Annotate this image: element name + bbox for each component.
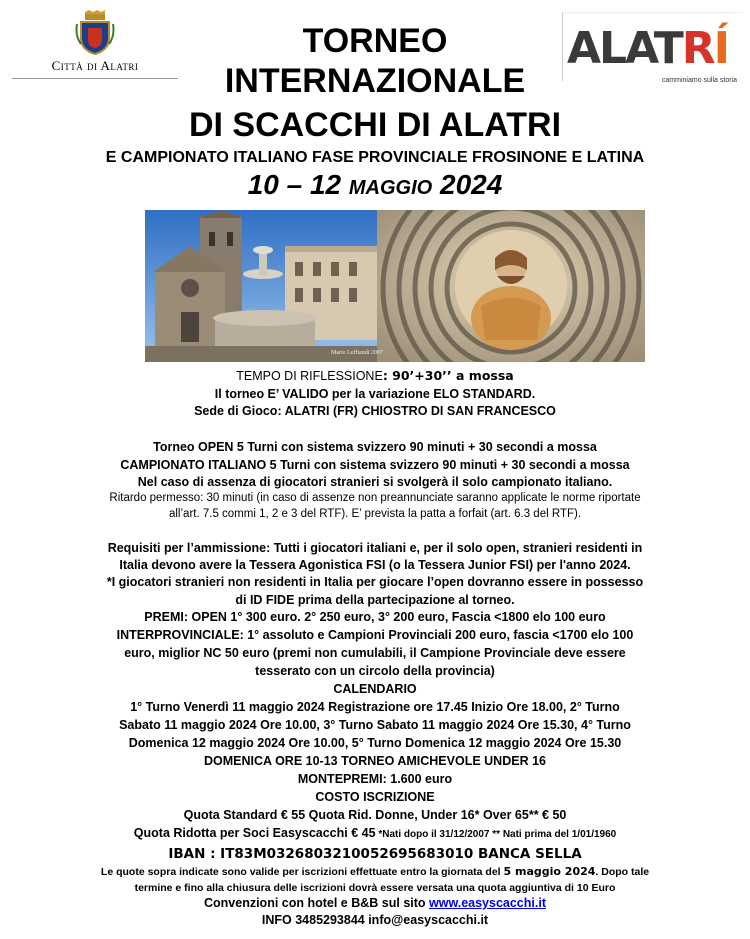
elo-validity: Il torneo E’ VALIDO per la variazione ELO STANDARD. — [214, 387, 536, 401]
quote-validity-line-2: termine e fino alla chiusura delle iscrizioni dovrà essere versata una quota aggiuntiva di 10 Euro — [134, 882, 616, 894]
requisiti-line-4: di ID FIDE prima della partecipazione al torneo. — [235, 593, 515, 607]
costo-heading: COSTO ISCRIZIONE — [315, 790, 435, 804]
stranieri-note: Nel caso di assenza di giocatori stranieri si svolgerà il solo campionato italiano. — [137, 475, 613, 489]
quota-ridotta-note: *Nati dopo il 31/12/2007 ** Nati prima del 1/01/1960 — [375, 829, 617, 840]
date-month: MAGGIO — [348, 177, 433, 199]
quote-validity-text: Le quote sopra indicate sono valide per iscrizioni effettuate entro la giornata del — [100, 866, 504, 878]
open-rounds: Torneo OPEN 5 Turni con sistema svizzero 90 minuti + 30 secondi a mossa — [153, 440, 597, 454]
premi-line-1: PREMI: OPEN 1° 300 euro. 2° 250 euro, 3° 200 euro, Fascia <1800 elo 100 euro — [144, 610, 606, 624]
calendario-line-2: Sabato 11 maggio 2024 Ore 10.00, 3° Turno Sabato 11 maggio 2024 Ore 15.30, 4° Turno — [119, 718, 631, 732]
tempo-label: TEMPO DI RIFLESSIONE — [236, 369, 383, 383]
quota-ridotta-label: Quota Ridotta per Soci Easyscacchi € 45 — [133, 826, 376, 840]
tempo-value: : 90’+30’’ a mossa — [382, 368, 514, 383]
title-line-2: INTERNAZIONALE — [224, 62, 526, 100]
premi-line-3: euro, miglior NC 50 euro (premi non cumulabili, il Campione Provinciale deve essere — [124, 646, 626, 660]
date-year: 2024 — [440, 169, 503, 200]
under16-tournament: DOMENICA ORE 10-13 TORNEO AMICHEVOLE UNDER 16 — [204, 754, 546, 768]
convenzioni — [0, 895, 750, 911]
brand-logo-word: ALATRÍ — [567, 23, 729, 74]
requisiti-line-3: *I giocatori stranieri non residenti in Italia per giocare l’open dovranno essere in possesso — [106, 575, 644, 589]
city-logo-label: Città di Alatri — [51, 58, 139, 73]
calendario-line-1: 1° Turno Venerdì 11 maggio 2024 Registrazione ore 17.45 Inizio Ore 18.00, 2° Turno — [130, 700, 620, 714]
brand-logo-tagline: camminiamo sulla storia — [661, 77, 737, 84]
iban: IBAN : IT83M0326803210052695683010 BANCA SELLA — [168, 846, 582, 862]
alatri-photo-collage — [145, 210, 645, 362]
requisiti-line-1: Requisiti per l’ammissione: Tutti i giocatori italiani e, per il solo open, stranieri residenti in — [107, 541, 643, 555]
subtitle: E CAMPIONATO ITALIANO FASE PROVINCIALE FROSINONE E LATINA — [105, 149, 645, 166]
premi-line-4: tesserato con un circolo della provincia) — [255, 664, 495, 678]
title-line-3: DI SCACCHI DI ALATRI — [188, 106, 562, 144]
photo-credit: Mario Leffiandi 2007 — [331, 350, 383, 356]
ritardo-line-2: all’art. 7.5 commi 1, 2 e 3 del RTF). E’ prevista la patta a forfait (art. 6.3 del RTF). — [168, 508, 582, 520]
quota-ridotta — [0, 825, 750, 843]
quote-validity-line-1 — [0, 865, 750, 879]
date-days: 10 – 12 — [247, 169, 342, 200]
montepremi: MONTEPREMI: 1.600 euro — [297, 772, 453, 786]
calendario-line-3: Domenica 12 maggio 2024 Ore 10.00, 5° Turno Domenica 12 maggio 2024 Ore 15.30 — [128, 736, 622, 750]
requisiti-line-2: Italia devono avere la Tessera Agonistica FSI (o la Tessera Junior FSI) per l'anno 2024. — [119, 558, 631, 572]
calendario-heading: CALENDARIO — [333, 682, 417, 696]
premi-line-2: INTERPROVINCIALE: 1° assoluto e Campioni Provinciali 200 euro, fascia <1700 elo 100 — [116, 628, 634, 642]
info-contacts: INFO 3485293844 info@easyscacchi.it — [261, 913, 489, 927]
convenzioni-text: Convenzioni con hotel e B&B sul sito — [204, 896, 430, 910]
campionato-rounds: CAMPIONATO ITALIANO 5 Turni con sistema svizzero 90 minuti + 30 secondi a mossa — [120, 458, 630, 472]
sede-gioco: Sede di Gioco: ALATRI (FR) CHIOSTRO DI SAN FRANCESCO — [194, 404, 556, 418]
easyscacchi-site-link[interactable]: www.easyscacchi.it — [429, 896, 546, 910]
quote-validity-tail: . Dopo tale — [595, 866, 650, 878]
deadline-date: 5 maggio 2024 — [503, 865, 596, 878]
tempo-riflessione — [0, 368, 750, 384]
ritardo-line-1: Ritardo permesso: 30 minuti (in caso di assenze non preannunciate saranno applicate le norme riportate — [109, 492, 641, 504]
event-date — [0, 167, 750, 206]
title-line-1: TORNEO — [302, 22, 448, 60]
photo-illustration — [145, 210, 645, 362]
quota-standard: Quota Standard € 55 Quota Rid. Donne, Under 16* Over 65** € 50 — [183, 808, 567, 822]
